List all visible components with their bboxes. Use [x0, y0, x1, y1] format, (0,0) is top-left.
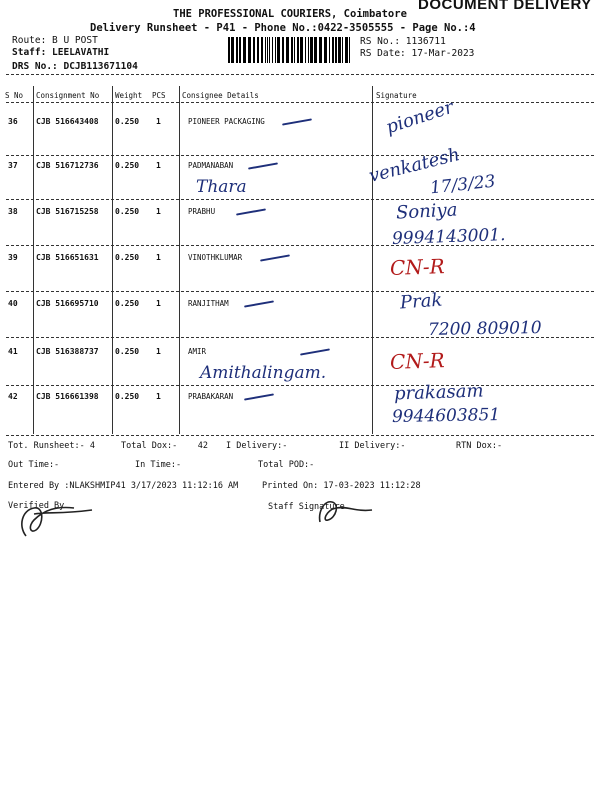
- row-weight: 0.250: [115, 347, 140, 356]
- row-weight: 0.250: [115, 299, 140, 308]
- row-signature: prakasam: [393, 380, 484, 405]
- row-consignee: PADMANABAN: [188, 161, 234, 170]
- header-consignment: Consignment No: [36, 91, 100, 100]
- column-rule: [112, 86, 113, 434]
- header-signature: Signature: [376, 91, 417, 100]
- row-consignment: CJB 516715258: [36, 207, 99, 216]
- runsheet-line: Delivery Runsheet - P41 - Phone No.:0422-3505555 - Page No.:4: [90, 22, 476, 34]
- barcode-bar: [265, 37, 266, 63]
- row-consignment: CJB 516388737: [36, 347, 99, 356]
- tick-mark: [260, 254, 290, 261]
- row-weight: 0.250: [115, 392, 140, 401]
- total-pod: Total POD:-: [258, 460, 315, 470]
- header-pcs: PCS: [152, 91, 166, 100]
- barcode-bar: [275, 37, 276, 63]
- barcode-bar: [324, 37, 327, 63]
- barcode-bar: [253, 37, 255, 63]
- divider: [6, 435, 594, 436]
- row-consignee: VINOTHKLUMAR: [188, 253, 243, 262]
- row-pcs: 1: [156, 392, 161, 401]
- barcode-bar: [332, 37, 334, 63]
- row-sno: 42: [8, 392, 18, 401]
- barcode-bar: [236, 37, 238, 63]
- barcode-bar: [297, 37, 299, 63]
- row-weight: 0.250: [115, 253, 140, 262]
- row-pcs: 1: [156, 253, 161, 262]
- rs-date: RS Date: 17-Mar-2023: [360, 48, 475, 59]
- row-consignment: CJB 516712736: [36, 161, 99, 170]
- out-time: Out Time:-: [8, 460, 60, 470]
- rs-number: RS No.: 1136711: [360, 36, 446, 47]
- header-consignee: Consignee Details: [182, 91, 259, 100]
- row-signature: Prak: [399, 289, 444, 314]
- tick-mark: [282, 118, 312, 125]
- row-weight: 0.250: [115, 117, 140, 126]
- row-pcs: 1: [156, 207, 161, 216]
- barcode-bar: [294, 37, 295, 63]
- row-sno: 38: [8, 207, 18, 216]
- route-label: Route: B U POST: [12, 35, 98, 46]
- row-signature: CN-R: [389, 254, 446, 280]
- tick-mark: [300, 348, 330, 355]
- row-note: Thara: [196, 177, 247, 197]
- barcode-bar: [319, 37, 322, 63]
- barcode-bar: [335, 37, 337, 63]
- printed-on: Printed On: 17-03-2023 11:12:28: [262, 481, 421, 491]
- row-divider: [6, 155, 594, 156]
- barcode: [228, 37, 352, 63]
- row-consignment: CJB 516643408: [36, 117, 99, 126]
- row-pcs: 1: [156, 347, 161, 356]
- row-pcs: 1: [156, 299, 161, 308]
- barcode-bar: [291, 37, 293, 63]
- barcode-bar: [231, 37, 234, 63]
- barcode-bar: [272, 37, 273, 63]
- row-consignment: CJB 516695710: [36, 299, 99, 308]
- staff-signature: [310, 492, 380, 530]
- column-rule: [179, 86, 180, 434]
- row-note: Amithalingam.: [200, 363, 327, 383]
- row-signature-detail: 17/3/23: [429, 171, 497, 199]
- barcode-bar: [277, 37, 280, 63]
- row-weight: 0.250: [115, 161, 140, 170]
- row-consignee: RANJITHAM: [188, 299, 229, 308]
- row-consignment: CJB 516651631: [36, 253, 99, 262]
- barcode-bar: [239, 37, 241, 63]
- barcode-bar: [345, 37, 348, 63]
- column-rule: [33, 86, 34, 434]
- header-weight: Weight: [115, 91, 143, 100]
- row-signature: pioneer: [383, 96, 457, 139]
- row-signature-detail: 9944603851: [391, 405, 501, 427]
- row-pcs: 1: [156, 117, 161, 126]
- verified-by-label: Verified By: [8, 501, 65, 511]
- barcode-bar: [267, 37, 268, 63]
- row-divider: [6, 199, 594, 200]
- staff-label: Staff: LEELAVATHI: [12, 47, 110, 58]
- tick-mark: [248, 162, 278, 169]
- total-dox: Total Dox:- 42: [121, 441, 208, 451]
- delivery-stamp: DOCUMENT DELIVERY: [418, 0, 592, 13]
- row-sno: 40: [8, 299, 18, 308]
- divider: [6, 74, 594, 75]
- tick-mark: [236, 208, 266, 215]
- row-sno: 41: [8, 347, 18, 356]
- company-title: THE PROFESSIONAL COURIERS, Coimbatore: [173, 8, 407, 20]
- barcode-bar: [243, 37, 246, 63]
- barcode-bar: [286, 37, 289, 63]
- ii-delivery: II Delivery:-: [339, 441, 406, 451]
- row-sno: 37: [8, 161, 18, 170]
- row-sno: 36: [8, 117, 18, 126]
- row-pcs: 1: [156, 161, 161, 170]
- row-consignment: CJB 516661398: [36, 392, 99, 401]
- barcode-bar: [269, 37, 270, 63]
- staff-signature-label: Staff Signature: [268, 502, 345, 512]
- divider: [6, 102, 594, 103]
- row-signature: CN-R: [389, 348, 446, 374]
- row-consignee: PIONEER PACKAGING: [188, 117, 265, 126]
- i-delivery: I Delivery:-: [226, 441, 288, 451]
- barcode-bar: [305, 37, 306, 63]
- row-divider: [6, 291, 594, 292]
- row-weight: 0.250: [115, 207, 140, 216]
- barcode-bar: [349, 37, 350, 63]
- entered-by: Entered By :NLAKSHMIP41 3/17/2023 11:12:16 AM: [8, 481, 239, 491]
- verifier-signature: [14, 496, 104, 542]
- in-time: In Time:-: [135, 460, 182, 470]
- row-signature-detail: 7200 809010: [427, 318, 542, 340]
- drs-number: DRS No.: DCJB113671104: [12, 61, 138, 72]
- barcode-bar: [342, 37, 343, 63]
- barcode-bar: [257, 37, 259, 63]
- barcode-bar: [282, 37, 284, 63]
- row-consignee: PRABHU: [188, 207, 216, 216]
- tick-mark: [244, 393, 274, 400]
- row-signature: Soniya: [395, 199, 458, 224]
- row-signature-detail: 9994143001.: [391, 225, 506, 249]
- barcode-bar: [329, 37, 330, 63]
- barcode-bar: [228, 37, 230, 63]
- row-divider: [6, 385, 594, 386]
- barcode-bar: [338, 37, 341, 63]
- column-rule: [372, 86, 373, 434]
- row-consignee: PRABAKARAN: [188, 392, 234, 401]
- barcode-bar: [308, 37, 309, 63]
- barcode-bar: [314, 37, 317, 63]
- barcode-bar: [248, 37, 251, 63]
- row-sno: 39: [8, 253, 18, 262]
- tick-mark: [244, 300, 274, 307]
- barcode-bar: [310, 37, 313, 63]
- row-consignee: AMIR: [188, 347, 207, 356]
- row-signature: venkatesh: [366, 144, 462, 187]
- row-divider: [6, 245, 594, 246]
- barcode-bar: [261, 37, 263, 63]
- row-divider: [6, 337, 594, 338]
- rtn-dox: RTN Dox:-: [456, 441, 503, 451]
- header-sno: S No: [5, 91, 24, 100]
- total-runsheet: Tot. Runsheet:- 4: [8, 441, 95, 451]
- barcode-bar: [300, 37, 303, 63]
